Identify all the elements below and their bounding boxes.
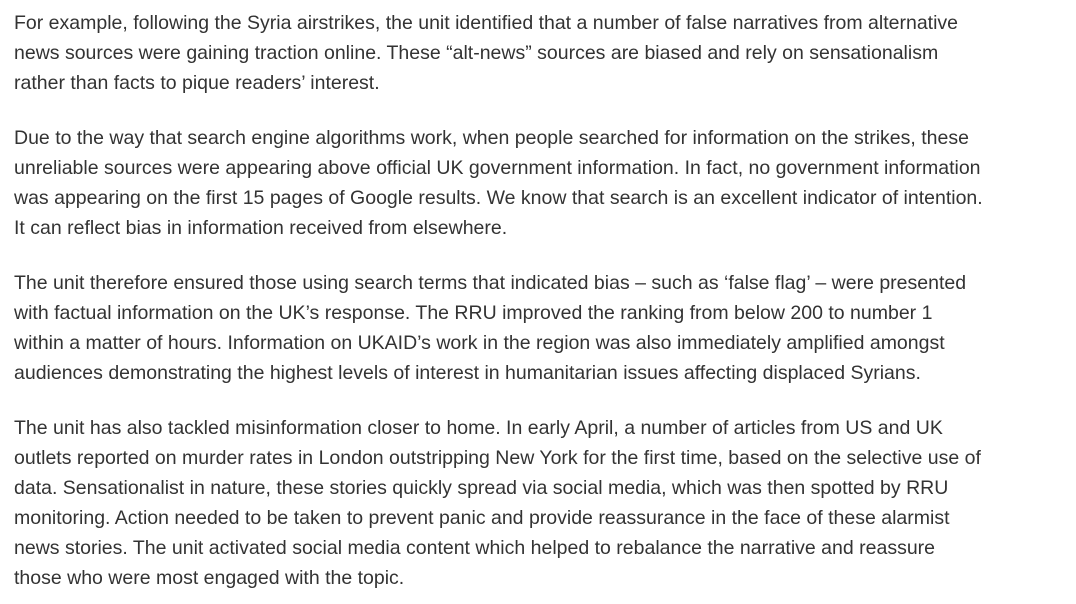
text-line: For example, following the Syria airstrikes, the unit identified that a number of false narratives from alternative [14, 12, 959, 34]
text-line: was appearing on the first 15 pages of Google results. We know that search is an excellent indicator of intention. [14, 187, 983, 209]
text-line: audiences demonstrating the highest levels of interest in humanitarian issues affecting displaced Syrians. [14, 362, 921, 384]
text-line: news sources were gaining traction online. These “alt-news” sources are biased and rely on sensationalism [14, 42, 939, 64]
text-line: rather than facts to pique readers’ interest. [14, 72, 380, 94]
paragraph-syria-airstrikes [14, 8, 1074, 98]
text-line: with factual information on the UK’s response. The RRU improved the ranking from below 200 to number 1 [14, 302, 933, 324]
article-body [14, 8, 1074, 593]
text-line: data. Sensationalist in nature, these stories quickly spread via social media, which was then spotted by RRU [14, 477, 949, 499]
paragraph-misinformation-home [14, 413, 1074, 593]
text-line: unreliable sources were appearing above official UK government information. In fact, no government information [14, 157, 981, 179]
text-line: The unit therefore ensured those using search terms that indicated bias – such as ‘false flag’ – were presented [14, 272, 967, 294]
text-line: monitoring. Action needed to be taken to prevent panic and provide reassurance in the face of these alarmist [14, 507, 950, 529]
text-line: those who were most engaged with the topic. [14, 567, 405, 589]
text-line: news stories. The unit activated social media content which helped to rebalance the narrative and reassure [14, 537, 936, 559]
paragraph-search-ranking [14, 268, 1074, 388]
text-line: Due to the way that search engine algorithms work, when people searched for information on the strikes, these [14, 127, 969, 149]
text-line: The unit has also tackled misinformation closer to home. In early April, a number of articles from US and UK [14, 417, 943, 439]
text-line: outlets reported on murder rates in London outstripping New York for the first time, based on the selective use of [14, 447, 981, 469]
paragraph-search-algorithms [14, 123, 1074, 243]
text-line: within a matter of hours. Information on UKAID’s work in the region was also immediately amplified amongst [14, 332, 945, 354]
text-line: It can reflect bias in information received from elsewhere. [14, 217, 508, 239]
